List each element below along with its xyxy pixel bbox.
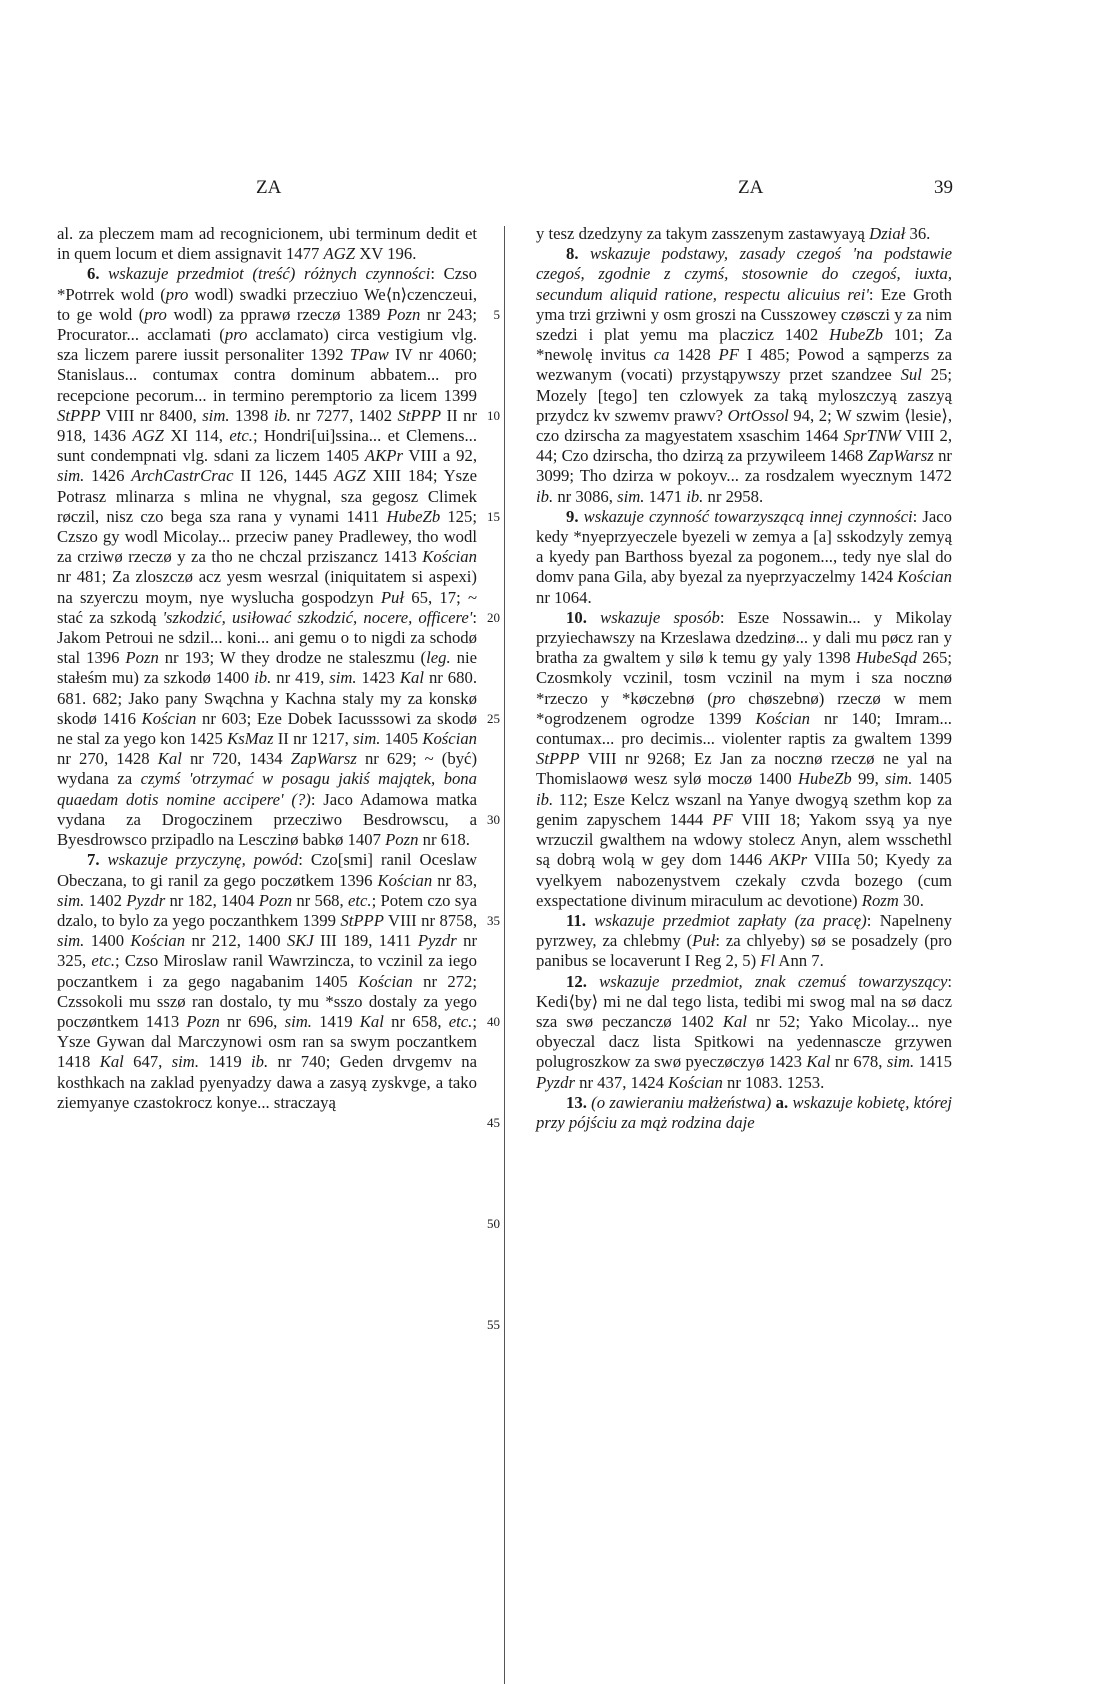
entry-paragraph: 10. wskazuje sposób: Esze Nossawin... y Mikolay przyiechawszy na Krzeslawa dzedzinø... y dali mu pøcz ran y bratha za gwaltem y silø k temu gy yaly 1398 HubeSąd 265; Czosmkoly vczinil, tosm vczinil na mym i sza nocznø *rzeczo y *køczebnø (pro chøszebnø) rzeczø w mem *ogrodzenem ogrodze 1399 Kościan nr 140; Imram... contumax... pro decimis... violenter raptis za gwaltem 1399 StPPP VIII nr 9268; Ez Jan za nocznø rzeczø ne yal na Thomislaowø wesz sylø moczø 1400 HubeZb 99, sim. 1405 ib. 112; Esze Kelcz wszanl na Yanye dwogyą szethm kop za genim zapyschem 1444 PF VIII 18; Yakom ssyą ya nye wrzuczil gwalthem na wdowy stolecz Anyn, alem wsschethl są dobrą wolą w gey dom 1446 AKPr VIIIa 50; Kyedy za vyelkyem nabozenystvem czekaly czvda bozego (cum exspectatione divinum miraculum ac devotione) Rozm 30. [536, 607, 953, 910]
entry-paragraph: al. za pleczem mam ad recognicionem, ubi terminum dedit et in quem locum et diem assignavit 1477 AGZ XV 196. [57, 224, 477, 264]
line-number: 50 [487, 1215, 500, 1231]
entry-paragraph: 12. wskazuje przedmiot, znak czemuś towarzyszący: Kedi⟨by⟩ mi ne dal tego lista, tedibi mi swog mal na sø dacz sza swø peczanczø 1402 Kal nr 52; Yako Micolay... nye obyeczal dacz lista Spitkowi na yedennascze grzywen polugroszkow za swø pyeczøczyø 1423 Kal nr 678, sim. 1415 Pyzdr nr 437, 1424 Kościan nr 1083. 1253. [536, 971, 952, 1092]
line-number: 30 [487, 811, 500, 827]
line-number: 40 [487, 1013, 500, 1029]
entry-paragraph: 11. wskazuje przedmiot zapłaty (za pracę): Napelneny pyrzwey, za chlebmy (Puł: za chlyeby) sø se posadzely (pro panibus se locaverunt I Reg 2, 5) Fl Ann 7. [536, 910, 952, 971]
entry-paragraph: y tesz dzedzyny za takym zasszenym zastawyayą Dział 36. [536, 224, 931, 243]
line-number: 5 [493, 306, 500, 322]
column-rule [504, 226, 505, 1684]
running-header-right: ZA [738, 177, 764, 198]
line-number: 15 [487, 508, 500, 524]
entry-paragraph: 6. wskazuje przedmiot (treść) różnych czynności: Czso *Potrrek wold (pro wodl) swadki przecziuo We⟨n⟩czenczeui, to ge wold (pro wodl) za pprawø rzeczø 1389 Pozn nr 243; Procurator... acclamati (pro acclamato) circa vestigium vlg. sza liczem parere iussit personaliter 1392 TPaw IV nr 4060; Stanislaus... contumax contra dominum abbatem... pro recepcione pecorum... in termino peremptorio za licem 1399 StPPP VIII nr 8400, sim. 1398 ib. nr 7277, 1402 StPPP II nr 918, 1436 AGZ XI 114, etc.; Hondri[ui]ssina... et Clemens... sunt condempnati vlg. sdani za liczem 1405 AKPr VIII a 92, sim. 1426 ArchCastrCrac II 126, 1445 AGZ XIII 184; Ysze Potrasz mlinarza s mlina ne vhygnal, sza gegosz Climek røczil, nisz czo bega sza rana y vynami 1411 HubeZb 125; Czszo gy wodl Micolay... przeciw paney Pradlewey, tho wodl za crziwø rzeczø y za tho ne chczal prziszancz 1413 Kościan nr 481; Za zloszczø acz yesm wesrzal (iniquitatem si aspexi) na szyerczu moym, nye wyslucha gospodzyn Puł 65, 17; ~ stać za szkodą 'szkodzić, usiłować szkodzić, nocere, officere': Jakom Petroui ne sdzil... koni... ani gemu o to nigdi za schodø stal 1396 Pozn nr 193; W they drodze ne staleszmu (leg. nie stałeśm mu) za szkodø 1400 ib. nr 419, sim. 1423 Kal nr 680. 681. 682; Jako pany Swąchna y Kachna staly my za konskø skodø 1416 Kościan nr 603; Eze Dobek Iacusssowi za skodø ne stal za yego kon 1425 KsMaz II nr 1217, sim. 1405 Kościan nr 270, 1428 Kal nr 720, 1434 ZapWarsz nr 629; ~ (być) wydana za czymś 'otrzymać w posagu jakiś majątek, bona quaedam dotis nomine accipere' (?): Jaco Adamowa matka vydana za Drogoczinem przecziwo Besdrowscu, a Byesdrowsco przipadlo na Lesczinø babkø 1407 Pozn nr 618. [57, 264, 478, 850]
right-column [536, 224, 952, 1133]
page-number: 39 [934, 177, 953, 198]
line-number: 25 [487, 710, 500, 726]
entry-paragraph: 13. (o zawieraniu małżeństwa) a. wskazuje kobietę, której przy pójściu za mąż rodzina daje [536, 1092, 952, 1132]
running-header-left: ZA [256, 177, 282, 198]
entry-paragraph: 8. wskazuje podstawy, zasady czegoś 'na podstawie czegoś, zgodnie z czymś, stosownie do czegoś, iuxta, secundum aliquid ratione, respectu alicuius rei': Eze Groth yma trzi grziwni y osm groszi na Cusszowey czøsczi y za nim szedzi i plat yemu ma placzicz 1402 HubeZb 101; Za *newolę invitus ca 1428 PF I 485; Powod a sąmperzs za wezwanym (vocati) przystąpywszy przet szandzee Sul 25; Mozely [tego] ten czlowyek za taką myloszczyą zaszyą przydcz kv szwemv prawv? OrtOssol 94, 2; W szwim ⟨lesie⟩, czo dzirscha za magyestatem xsaschim 1464 SprTNW VIII 2, 44; Czo dzirscha, tho dzirzą za przywileem 1468 ZapWarsz nr 3099; Tho dzirza w pokoyv... za rosdzalem wyecznym 1472 ib. nr 3086, sim. 1471 ib. nr 2958. [536, 244, 953, 506]
left-column [57, 224, 477, 1113]
entry-paragraph: 9. wskazuje czynność towarzyszącą innej czynności: Jaco kedy *nyeprzyeczele byezeli w zemya a [a] sskodzyly zemyą a kyedy pan Barthoss byezal za pogonem..., tedy nye slal do domv pana Gila, aby byezal za nyeprzyaczelmy 1424 Kościan nr 1064. [536, 506, 952, 607]
entry-paragraph: 7. wskazuje przyczynę, powód: Czo[smi] ranil Oceslaw Obeczana, to gi ranil za gego poczøtkem 1396 Kościan nr 83, sim. 1402 Pyzdr nr 182, 1404 Pozn nr 568, etc.; Potem czo sya dzalo, to bylo za yego poczanthkem 1399 StPPP VIII nr 8758, sim. 1400 Kościan nr 212, 1400 SKJ III 189, 1411 Pyzdr nr 325, etc.; Czso Miroslaw ranil Wawrzincza, to vczinil za iego poczantkem i za gego nagabanim 1405 Kościan nr 272; Czssokoli mu sszø ran dostalo, ty mu *sszo dostaly za yego poczøntkem 1413 Pozn nr 696, sim. 1419 Kal nr 658, etc.; Ysze Gywan dal Marczynowi osm ran sa swym poczantkem 1418 Kal 647, sim. 1419 ib. nr 740; Geden drvgemv na kosthkach na zaklad pyenyadzy dawa a zasyą zyskvge, a tako ziemyanye czastokrocz konye... straczayą [57, 850, 478, 1112]
line-number: 20 [487, 609, 500, 625]
line-number: 45 [487, 1114, 500, 1130]
line-number: 10 [487, 407, 500, 423]
line-number: 55 [487, 1316, 500, 1332]
line-number: 35 [487, 912, 500, 928]
